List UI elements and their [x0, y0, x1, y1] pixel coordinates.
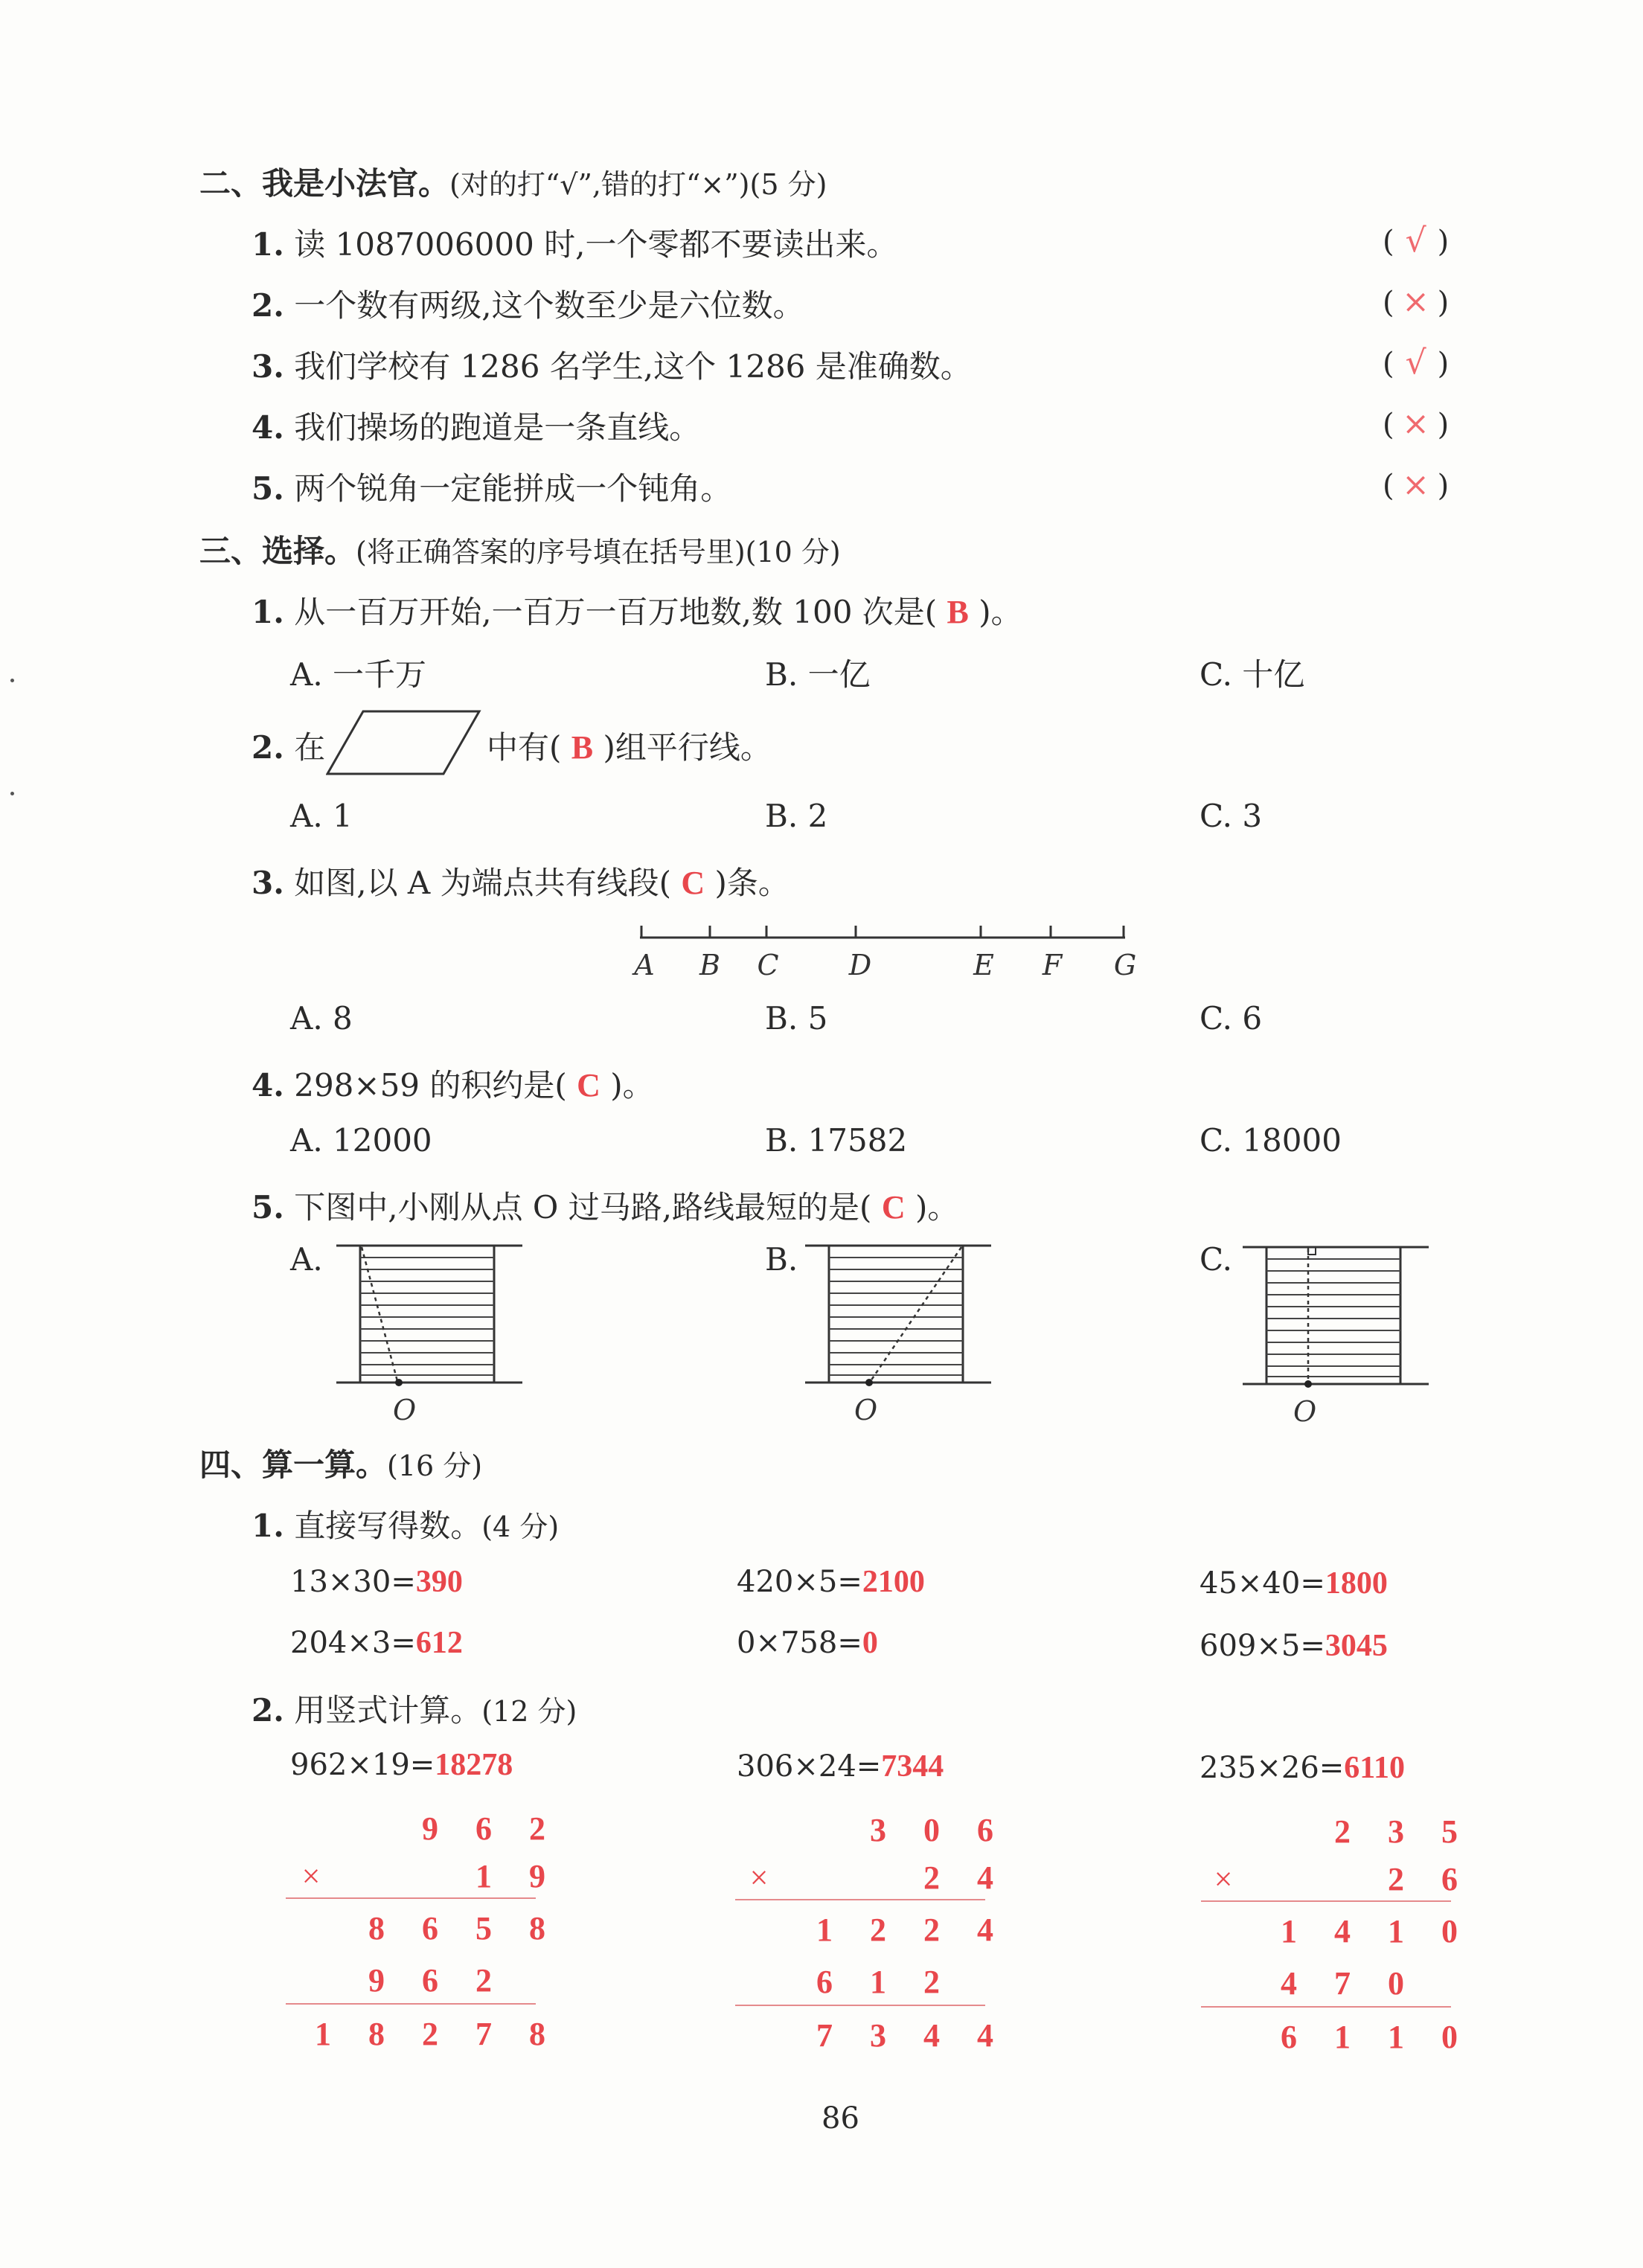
s3-question-5: 5. 下图中,小刚从点 O 过马路,路线最短的是( C )。 [252, 1189, 959, 1226]
section3-title: 三、选择。 [199, 533, 356, 569]
digit: 2 [422, 2016, 438, 2052]
digit: 6 [1441, 1861, 1458, 1897]
digit: 1 [1388, 2019, 1404, 2055]
times-sign: × [749, 1859, 769, 1896]
calc-line [286, 2003, 536, 2005]
oral-calc-1: 13×30=390 [290, 1565, 463, 1599]
digit: 6 [422, 1910, 438, 1947]
digit: 4 [1281, 1965, 1297, 2002]
digit: 0 [923, 1812, 940, 1848]
point-label-a: A [634, 949, 655, 981]
s2-item-3 [252, 342, 972, 387]
oral-calc-2: 420×5=2100 [737, 1565, 925, 1599]
s3-q1-option-c: C. 十亿 [1200, 656, 1305, 693]
s3-q2-option-b: B. 2 [765, 798, 828, 834]
item-text: 我们学校有 1286 名学生,这个 1286 是准确数。 [294, 348, 972, 385]
digit: 1 [1334, 2019, 1351, 2055]
digit: 4 [977, 2017, 993, 2054]
answer: 18278 [435, 1748, 513, 1782]
judgement-mark-1: ( √ ) [1383, 222, 1450, 260]
point-label-e: E [973, 949, 994, 981]
s3-question-1: 1. 从一百万开始,一百万一百万地数,数 100 次是( B )。 [252, 594, 1022, 630]
calc-line [735, 1899, 985, 1900]
digit: 4 [923, 2017, 940, 2054]
s2-item-2 [252, 281, 804, 326]
s3-q1-option-b: B. 一亿 [765, 656, 871, 693]
section3-heading [199, 527, 841, 571]
s3-q1-option-a: A. 一千万 [290, 656, 427, 693]
digit: 9 [422, 1810, 438, 1847]
point-label-b: B [699, 949, 720, 981]
judgement-mark-3: ( √ ) [1383, 344, 1450, 382]
judgement-mark-2: ( × ) [1383, 283, 1450, 321]
s2-item-4 [252, 403, 700, 448]
answer: 390 [415, 1565, 463, 1599]
s3-q4-option-a: A. 12000 [290, 1122, 432, 1159]
oral-calc-3: 45×40=1800 [1200, 1566, 1388, 1601]
answer: C [577, 1067, 600, 1103]
calc-line [286, 1897, 536, 1899]
answer: 1800 [1325, 1566, 1388, 1601]
digit: 5 [1441, 1813, 1458, 1850]
section2-heading [199, 159, 827, 204]
crosswalk-figure-a [333, 1237, 527, 1430]
digit: 6 [422, 1962, 438, 1999]
digit: 9 [368, 1962, 385, 1999]
item-number: 2. [252, 287, 284, 324]
digit: 8 [529, 2016, 545, 2052]
section3-note: (将正确答案的序号填在括号里)(10 分) [356, 536, 841, 568]
item-text: 我们操场的跑道是一条直线。 [294, 409, 701, 446]
digit: 2 [870, 1912, 886, 1948]
s4-sub2-heading: 2. 用竖式计算。(12 分) [252, 1692, 577, 1729]
item-text: 两个锐角一定能拼成一个钝角。 [294, 470, 732, 507]
point-o: O [1293, 1395, 1317, 1428]
calc-line [1201, 2006, 1451, 2008]
s3-q2-option-c: C. 3 [1200, 798, 1263, 834]
point-label-g: G [1113, 949, 1137, 981]
judgement-mark-4: ( × ) [1383, 405, 1450, 443]
digit: 6 [475, 1810, 492, 1847]
digit: 4 [1334, 1913, 1351, 1950]
margin-dot [10, 679, 14, 682]
item-text: 一个数有两级,这个数至少是六位数。 [294, 287, 804, 324]
crosswalk-figure-c [1240, 1237, 1433, 1430]
s3-q4-option-c: C. 18000 [1200, 1122, 1342, 1159]
point-o: O [393, 1394, 417, 1426]
page-number: 86 [822, 2101, 859, 2136]
digit: 1 [1388, 1913, 1404, 1950]
digit: 2 [1388, 1861, 1404, 1897]
digit: 2 [923, 1964, 940, 2000]
s3-q3-option-a: A. 8 [290, 1000, 353, 1037]
calc-line [1201, 1900, 1451, 1902]
item-text: 读 1087006000 时,一个零都不要读出来。 [294, 226, 898, 263]
times-sign: × [1214, 1861, 1233, 1897]
vertical-calc-expr-1: 962×19=18278 [290, 1748, 513, 1782]
point-label-d: D [848, 949, 872, 981]
answer: B [571, 729, 594, 766]
section2-note: (对的打“√”,错的打“×”)(5 分) [449, 168, 827, 201]
digit: 1 [1281, 1913, 1297, 1950]
segment-figure [625, 917, 1146, 984]
digit: 2 [529, 1810, 545, 1847]
s2-item-1 [252, 220, 898, 265]
times-sign: × [301, 1858, 321, 1894]
calc-line [735, 2005, 985, 2006]
digit: 2 [923, 1912, 940, 1948]
answer: B [947, 594, 969, 630]
digit: 0 [1388, 1965, 1404, 2002]
margin-dot [10, 792, 14, 795]
digit: 9 [529, 1858, 545, 1894]
s3-question-4: 4. 298×59 的积约是( C )。 [252, 1067, 654, 1103]
digit: 3 [870, 1812, 886, 1848]
digit: 4 [977, 1859, 993, 1896]
crossing-label-c: C. [1200, 1241, 1232, 1278]
digit: 7 [1334, 1965, 1351, 2002]
digit: 6 [1281, 2019, 1297, 2055]
point-o: O [854, 1394, 878, 1426]
answer: 0 [862, 1626, 878, 1660]
digit: 8 [368, 2016, 385, 2052]
digit: 8 [529, 1910, 545, 1947]
crosswalk-figure-b [802, 1237, 996, 1430]
oral-calc-4: 204×3=612 [290, 1626, 463, 1660]
answer: C [681, 865, 705, 901]
answer: 3045 [1325, 1629, 1388, 1663]
digit: 4 [977, 1912, 993, 1948]
crossing-label-b: B. [765, 1241, 798, 1278]
digit: 2 [1334, 1813, 1351, 1850]
item-number: 5. [252, 470, 284, 507]
answer: C [881, 1189, 906, 1226]
vertical-calc-expr-2: 306×24=7344 [737, 1749, 944, 1784]
digit: 6 [816, 1964, 833, 2000]
s4-sub1-heading: 1. 直接写得数。(4 分) [252, 1508, 560, 1544]
digit: 6 [977, 1812, 993, 1848]
digit: 1 [816, 1912, 833, 1948]
s3-q3-option-b: B. 5 [765, 1000, 828, 1037]
answer: 6110 [1344, 1751, 1405, 1785]
judgement-mark-5: ( × ) [1383, 466, 1450, 504]
oral-calc-6: 609×5=3045 [1200, 1629, 1388, 1663]
digit: 2 [475, 1962, 492, 1999]
section4-heading [199, 1441, 482, 1485]
s3-q3-option-c: C. 6 [1200, 1000, 1263, 1037]
digit: 3 [1388, 1813, 1404, 1850]
oral-calc-5: 0×758=0 [737, 1626, 878, 1660]
item-number: 1. [252, 226, 284, 263]
digit: 7 [816, 2017, 833, 2054]
s3-question-3: 3. 如图,以 A 为端点共有线段( C )条。 [252, 865, 790, 901]
item-number: 4. [252, 409, 284, 446]
digit: 0 [1441, 2019, 1458, 2055]
s2-item-5 [252, 464, 731, 509]
point-label-c: C [757, 949, 779, 981]
digit: 0 [1441, 1913, 1458, 1950]
s3-question-2-number: 2. 在 [252, 729, 326, 766]
parallelogram-figure [326, 707, 484, 778]
digit: 5 [475, 1910, 492, 1947]
answer: 7344 [881, 1749, 944, 1784]
s3-q2-option-a: A. 1 [290, 798, 353, 834]
section2-title: 二、我是小法官。 [199, 165, 450, 202]
s3-question-2-rest: 中有( B )组平行线。 [487, 729, 772, 766]
digit: 1 [315, 2016, 331, 2052]
answer: 612 [415, 1626, 463, 1660]
s3-q4-option-b: B. 17582 [765, 1122, 908, 1159]
section4-title: 四、算一算。 [199, 1447, 388, 1483]
digit: 3 [870, 2017, 886, 2054]
digit: 1 [870, 1964, 886, 2000]
vertical-calc-expr-3: 235×26=6110 [1200, 1751, 1405, 1785]
digit: 1 [475, 1858, 492, 1894]
point-label-f: F [1042, 949, 1063, 981]
digit: 2 [923, 1859, 940, 1896]
item-number: 3. [252, 348, 284, 385]
digit: 7 [475, 2016, 492, 2052]
answer: 2100 [862, 1565, 925, 1599]
crossing-label-a: A. [290, 1241, 323, 1278]
digit: 8 [368, 1910, 385, 1947]
section4-note: (16 分) [387, 1449, 483, 1482]
